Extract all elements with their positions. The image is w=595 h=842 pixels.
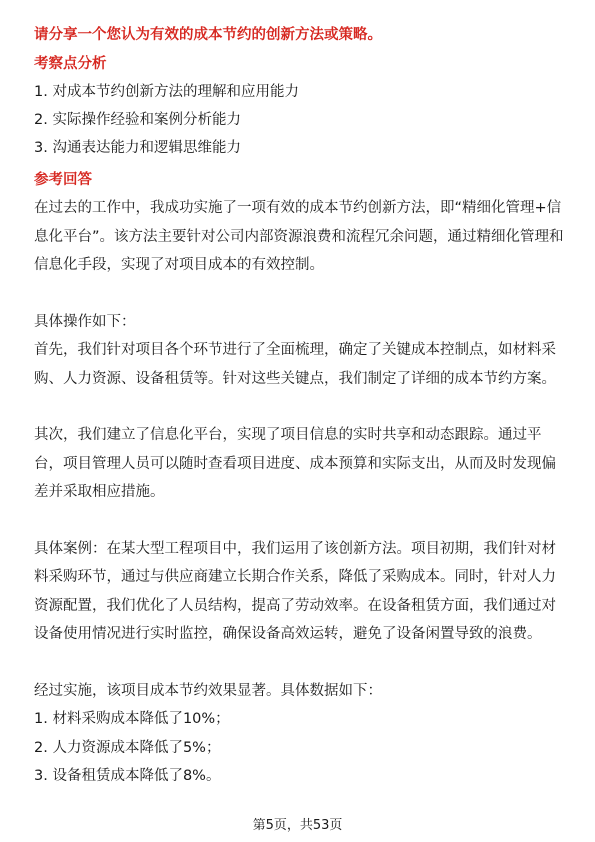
paragraph-line: 料采购环节，通过与供应商建立长期合作关系，降低了采购成本。同时，针对人力 xyxy=(34,569,556,585)
paragraph-line: 在过去的工作中，我成功实施了一项有效的成本节约创新方法，即“精细化管理+信 xyxy=(34,200,562,216)
intro-paragraph xyxy=(34,194,564,280)
analysis-item: 3. 沟通表达能力和逻辑思维能力 xyxy=(34,140,241,156)
result-item: 2. 人力资源成本降低了5%； xyxy=(34,739,221,756)
question-heading: 请分享一个您认为有效的成本节约的创新方法或策略。 xyxy=(34,27,382,43)
analysis-item: 2. 实际操作经验和案例分析能力 xyxy=(34,112,241,128)
page-number-footer: 第5页，共53页 xyxy=(252,818,343,833)
first-step-paragraph xyxy=(34,336,564,393)
paragraph-line: 设备使用情况进行实时监控，确保设备高效运转，避免了设备闲置导致的浪费。 xyxy=(34,626,542,642)
operations-heading: 具体操作如下： xyxy=(34,313,136,330)
paragraph-line: 息化平台”。该方法主要针对公司内部资源浪费和流程冗余问题，通过精细化管理和 xyxy=(34,228,564,245)
analysis-list xyxy=(34,78,564,162)
result-item: 3. 设备租赁成本降低了8%。 xyxy=(34,768,221,784)
paragraph-line: 其次，我们建立了信息化平台，实现了项目信息的实时共享和动态跟踪。通过平 xyxy=(34,427,542,443)
paragraph-line: 具体案例：在某大型工程项目中，我们运用了该创新方法。项目初期，我们针对材 xyxy=(34,540,556,557)
analysis-item: 1. 对成本节约创新方法的理解和应用能力 xyxy=(34,84,299,100)
paragraph-line: 购、人力资源、设备租赁等。针对这些关键点，我们制定了详细的成本节约方案。 xyxy=(34,370,556,387)
results-list xyxy=(34,705,564,791)
second-step-paragraph xyxy=(34,421,564,507)
results-heading: 经过实施，该项目成本节约效果显著。具体数据如下： xyxy=(34,682,382,699)
paragraph-line: 首先，我们针对项目各个环节进行了全面梳理，确定了关键成本控制点，如材料采 xyxy=(34,342,556,358)
result-item: 1. 材料采购成本降低了10%； xyxy=(34,711,230,727)
paragraph-line: 资源配置，我们优化了人员结构，提高了劳动效率。在设备租赁方面，我们通过对 xyxy=(34,597,556,614)
case-paragraph xyxy=(34,535,564,649)
paragraph-line: 信息化手段，实现了对项目成本的有效控制。 xyxy=(34,257,324,273)
paragraph-line: 台，项目管理人员可以随时查看项目进度、成本预算和实际支出，从而及时发现偏 xyxy=(34,455,556,472)
page-content xyxy=(34,24,564,791)
paragraph-line: 差并采取相应措施。 xyxy=(34,484,165,500)
answer-title: 参考回答 xyxy=(34,172,92,188)
analysis-title: 考察点分析 xyxy=(34,56,107,72)
